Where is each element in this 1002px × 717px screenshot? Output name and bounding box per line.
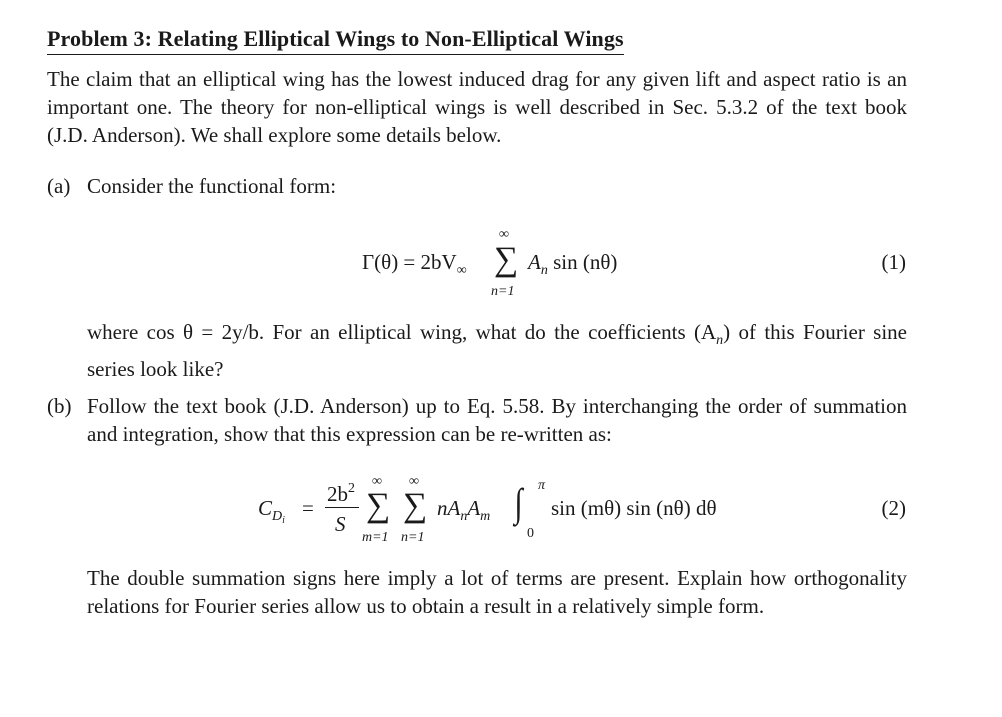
part-b-label: (b) <box>47 394 72 418</box>
eq2-coeff <box>437 496 490 525</box>
part-a-followup-main: For an elliptical wing, what do the coefficients (A <box>272 320 717 344</box>
eq2-sum2-upper: ∞ <box>409 474 419 489</box>
part-a-followup-sub: n <box>716 333 724 348</box>
eq1-tail: sin (nθ) <box>553 250 618 274</box>
eq2-sum1-lower: m=1 <box>362 530 389 545</box>
part-b-followup-text: The double summation signs here imply a lot of terms are present. Explain how orthogonality relations for Fourier series allow us to obtain a result in a relatively simple form. <box>87 566 907 618</box>
eq2-int-upper: π <box>538 478 546 493</box>
eq1-sum-upper: ∞ <box>499 227 509 242</box>
eq2-coeff-sub1: n <box>460 509 468 524</box>
eq2-coeff-sub2: m <box>480 509 491 524</box>
eq2-sum1-symbol: ∑ <box>366 487 391 524</box>
eq2-coeff-nA: nA <box>437 496 461 520</box>
eq1-lhs-sub: ∞ <box>456 263 467 278</box>
part-a-prompt: Consider the functional form: <box>87 174 337 198</box>
eq2-integrand: sin (mθ) sin (nθ) dθ <box>551 496 717 520</box>
eq2-number: (2) <box>881 496 906 520</box>
part-a-followup-prefix: where cos θ = 2y/b. <box>87 320 265 344</box>
part-a <box>47 172 907 200</box>
eq1-term-A: A <box>528 250 541 274</box>
part-b-prompt: Follow the text book (J.D. Anderson) up to Eq. 5.58. By interchanging the order of summation and integration, show that this expression can be re-written as: <box>87 394 907 446</box>
eq2-lhs-C: C <box>258 496 273 520</box>
part-a-followup-text <box>87 318 907 383</box>
eq2-frac-den: S <box>335 512 346 536</box>
eq1-number: (1) <box>881 250 906 274</box>
problem-title: Problem 3: Relating Elliptical Wings to Non-Elliptical Wings <box>47 26 624 55</box>
eq2-equals: = <box>302 496 314 520</box>
eq2-coeff-A: A <box>467 496 481 520</box>
eq2-frac-num <box>327 481 355 507</box>
eq1-term-sub: n <box>540 263 548 278</box>
eq2-frac-num-text: 2b <box>327 482 348 506</box>
eq1-lhs-text: Γ(θ) = 2bV <box>362 250 457 274</box>
eq2-int-lower: 0 <box>527 526 534 541</box>
part-a-followup <box>47 318 907 383</box>
eq2-lhs <box>258 496 285 526</box>
eq2-frac-bar <box>325 507 359 508</box>
eq2-lhs-sub: D <box>272 509 283 524</box>
eq2-lhs-subsub: i <box>282 515 285 526</box>
part-a-followup-end: ) of this Fourier sine series look like? <box>87 320 908 381</box>
eq2-integral-symbol: ∫ <box>514 480 523 525</box>
eq2-sum1-upper: ∞ <box>372 474 382 489</box>
problem-header <box>47 26 907 149</box>
part-b <box>47 392 907 448</box>
eq1-sum-symbol: ∑ <box>494 241 519 278</box>
problem-intro: The claim that an elliptical wing has the lowest induced drag for any given lift and aspect ratio is an important one. The theory for non-elliptical wings is well described in Sec. 5.3.2 of the text book (J.D. Anderson). We shall explore some details below. <box>47 67 907 147</box>
eq1-term <box>528 250 617 279</box>
eq2-frac-num-sup: 2 <box>348 481 355 496</box>
part-b-followup <box>47 564 907 620</box>
eq2-sum2-lower: n=1 <box>401 530 425 545</box>
eq1-lhs <box>362 250 467 279</box>
part-a-label: (a) <box>47 174 71 198</box>
eq2-sum2-symbol: ∑ <box>403 487 428 524</box>
eq1-sum-lower: n=1 <box>491 284 515 299</box>
